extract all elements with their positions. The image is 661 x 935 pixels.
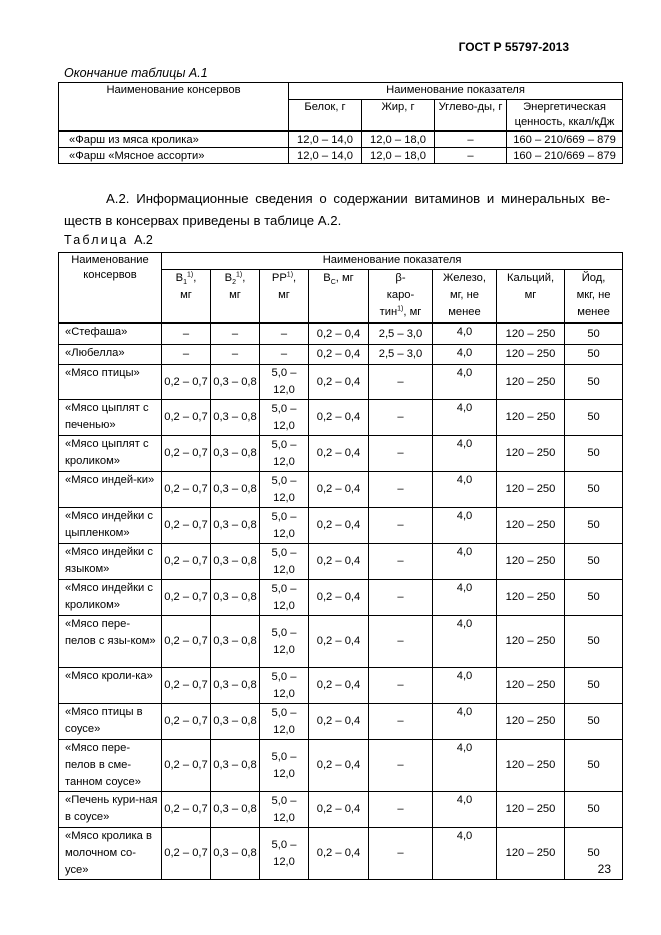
cell-beta-carotene: – bbox=[369, 436, 433, 472]
cell-pp: 5,0 – 12,0 bbox=[260, 740, 309, 792]
cell-beta-carotene: – bbox=[369, 668, 433, 704]
cell-b1: 0,2 – 0,7 bbox=[162, 365, 211, 400]
cell-b2: 0,3 – 0,8 bbox=[211, 436, 260, 472]
cell-protein: 12,0 – 14,0 bbox=[289, 148, 362, 164]
cell-pp: 5,0 – 12,0 bbox=[260, 828, 309, 880]
row-name: «Мясо пере-пелов с язы-ком» bbox=[59, 616, 162, 668]
cell-bc: 0,2 – 0,4 bbox=[309, 740, 369, 792]
cell-calcium: 120 – 250 bbox=[497, 365, 565, 400]
table-row bbox=[59, 792, 623, 828]
table2-col-b1: $В_1^{1)}$, мг bbox=[162, 270, 211, 324]
cell-b2: 0,3 – 0,8 bbox=[211, 508, 260, 544]
row-name: «Мясо птицы» bbox=[59, 365, 162, 400]
table-row bbox=[59, 668, 623, 704]
cell-b1: 0,2 – 0,7 bbox=[162, 544, 211, 580]
cell-calcium: 120 – 250 bbox=[497, 668, 565, 704]
table2-col-pp: РР$^{1)}$, мг bbox=[260, 270, 309, 324]
cell-bc: 0,2 – 0,4 bbox=[309, 616, 369, 668]
table-row bbox=[59, 828, 623, 880]
table-row bbox=[59, 148, 623, 164]
row-name: «Мясо индей-ки» bbox=[59, 472, 162, 508]
table2-col-iron: Железо, мг, не менее bbox=[433, 270, 497, 324]
row-name: «Фарш «Мясное ассорти» bbox=[59, 148, 289, 164]
cell-pp: 5,0 – 12,0 bbox=[260, 704, 309, 740]
row-name: «Любелла» bbox=[59, 345, 162, 365]
cell-b1: 0,2 – 0,7 bbox=[162, 508, 211, 544]
row-name: «Мясо кроли-ка» bbox=[59, 668, 162, 704]
cell-iodine: 50 bbox=[565, 436, 623, 472]
cell-b2: 0,3 – 0,8 bbox=[211, 400, 260, 436]
info-paragraph bbox=[64, 188, 610, 232]
table2-col-calcium: Кальций, мг bbox=[497, 270, 565, 324]
table-row bbox=[59, 400, 623, 436]
table-row bbox=[59, 580, 623, 616]
table-row bbox=[59, 323, 623, 345]
cell-pp: 5,0 – 12,0 bbox=[260, 580, 309, 616]
cell-calcium: 120 – 250 bbox=[497, 544, 565, 580]
cell-iron: 4,0 bbox=[433, 544, 497, 580]
cell-b1: – bbox=[162, 345, 211, 365]
cell-bc: 0,2 – 0,4 bbox=[309, 544, 369, 580]
table2-caption-word: Таблица bbox=[64, 233, 129, 247]
cell-energy: 160 – 210/669 – 879 bbox=[507, 148, 623, 164]
cell-calcium: 120 – 250 bbox=[497, 345, 565, 365]
cell-bc: 0,2 – 0,4 bbox=[309, 668, 369, 704]
cell-b2: 0,3 – 0,8 bbox=[211, 740, 260, 792]
cell-carbs: – bbox=[435, 131, 507, 148]
row-name: «Фарш из мяса кролика» bbox=[59, 131, 289, 148]
cell-iron: 4,0 bbox=[433, 704, 497, 740]
cell-beta-carotene: – bbox=[369, 740, 433, 792]
cell-beta-carotene: 2,5 – 3,0 bbox=[369, 345, 433, 365]
table1-col-group: Наименование показателя bbox=[289, 83, 623, 100]
cell-iron: 4,0 bbox=[433, 580, 497, 616]
page-number: 23 bbox=[597, 862, 611, 876]
cell-iron: 4,0 bbox=[433, 365, 497, 400]
cell-calcium: 120 – 250 bbox=[497, 616, 565, 668]
cell-b1: 0,2 – 0,7 bbox=[162, 792, 211, 828]
table2-body bbox=[59, 323, 623, 880]
row-name: «Мясо птицы в соусе» bbox=[59, 704, 162, 740]
table-row bbox=[59, 616, 623, 668]
cell-b2: 0,3 – 0,8 bbox=[211, 544, 260, 580]
cell-beta-carotene: – bbox=[369, 828, 433, 880]
cell-b1: 0,2 – 0,7 bbox=[162, 580, 211, 616]
table2-col-name: Наименование консервов bbox=[59, 253, 162, 324]
cell-beta-carotene: – bbox=[369, 365, 433, 400]
cell-bc: 0,2 – 0,4 bbox=[309, 472, 369, 508]
cell-iodine: 50 bbox=[565, 616, 623, 668]
table2-caption-number: А.2 bbox=[134, 233, 153, 247]
table-row bbox=[59, 544, 623, 580]
paragraph-line-1: А.2. Информационные сведения о содержании витаминов и минеральных ве- bbox=[106, 191, 610, 206]
row-name: «Печень кури-ная в соусе» bbox=[59, 792, 162, 828]
cell-iron: 4,0 bbox=[433, 668, 497, 704]
cell-pp: – bbox=[260, 323, 309, 345]
cell-b2: – bbox=[211, 323, 260, 345]
table-a1-end bbox=[58, 82, 623, 164]
cell-iodine: 50 bbox=[565, 740, 623, 792]
cell-iron: 4,0 bbox=[433, 400, 497, 436]
table2-caption bbox=[64, 233, 153, 247]
row-name: «Мясо цыплят с кроликом» bbox=[59, 436, 162, 472]
cell-iron: 4,0 bbox=[433, 345, 497, 365]
cell-calcium: 120 – 250 bbox=[497, 436, 565, 472]
cell-iron: 4,0 bbox=[433, 828, 497, 880]
table-row bbox=[59, 704, 623, 740]
cell-iron: 4,0 bbox=[433, 616, 497, 668]
table1-col-energy: Энергетическая ценность, ккал/кДж bbox=[507, 100, 623, 132]
table1-col-carbs: Углево-ды, г bbox=[435, 100, 507, 132]
cell-iron: 4,0 bbox=[433, 472, 497, 508]
table-row bbox=[59, 740, 623, 792]
cell-pp: 5,0 – 12,0 bbox=[260, 668, 309, 704]
cell-bc: 0,2 – 0,4 bbox=[309, 365, 369, 400]
cell-b2: 0,3 – 0,8 bbox=[211, 472, 260, 508]
cell-beta-carotene: 2,5 – 3,0 bbox=[369, 323, 433, 345]
cell-calcium: 120 – 250 bbox=[497, 508, 565, 544]
cell-iron: 4,0 bbox=[433, 508, 497, 544]
cell-beta-carotene: – bbox=[369, 508, 433, 544]
cell-pp: 5,0 – 12,0 bbox=[260, 436, 309, 472]
table2-col-beta-carotene: β- каро- тин$^{1)}$, мг bbox=[369, 270, 433, 324]
cell-b1: 0,2 – 0,7 bbox=[162, 400, 211, 436]
cell-iodine: 50 bbox=[565, 472, 623, 508]
cell-calcium: 120 – 250 bbox=[497, 472, 565, 508]
cell-calcium: 120 – 250 bbox=[497, 323, 565, 345]
cell-bc: 0,2 – 0,4 bbox=[309, 828, 369, 880]
cell-iodine: 50 bbox=[565, 544, 623, 580]
cell-pp: 5,0 – 12,0 bbox=[260, 792, 309, 828]
cell-beta-carotene: – bbox=[369, 472, 433, 508]
cell-b2: 0,3 – 0,8 bbox=[211, 668, 260, 704]
cell-b1: 0,2 – 0,7 bbox=[162, 704, 211, 740]
cell-beta-carotene: – bbox=[369, 400, 433, 436]
table2-col-bc: $В_С$, мг bbox=[309, 270, 369, 324]
cell-iron: 4,0 bbox=[433, 792, 497, 828]
cell-bc: 0,2 – 0,4 bbox=[309, 323, 369, 345]
cell-iodine: 50 bbox=[565, 400, 623, 436]
cell-b2: – bbox=[211, 345, 260, 365]
row-name: «Стефаша» bbox=[59, 323, 162, 345]
cell-pp: 5,0 – 12,0 bbox=[260, 365, 309, 400]
row-name: «Мясо пере-пелов в сме-танном соусе» bbox=[59, 740, 162, 792]
cell-b1: – bbox=[162, 323, 211, 345]
cell-b1: 0,2 – 0,7 bbox=[162, 828, 211, 880]
row-name: «Мясо индейки с языком» bbox=[59, 544, 162, 580]
cell-bc: 0,2 – 0,4 bbox=[309, 436, 369, 472]
table1-caption: Окончание таблицы А.1 bbox=[64, 66, 208, 80]
cell-iodine: 50 bbox=[565, 792, 623, 828]
cell-beta-carotene: – bbox=[369, 580, 433, 616]
cell-b1: 0,2 – 0,7 bbox=[162, 436, 211, 472]
cell-energy: 160 – 210/669 – 879 bbox=[507, 131, 623, 148]
cell-iodine: 50 bbox=[565, 828, 623, 880]
cell-calcium: 120 – 250 bbox=[497, 740, 565, 792]
paragraph-line-2: ществ в консервах приведены в таблице А.2. bbox=[64, 213, 342, 228]
cell-iodine: 50 bbox=[565, 508, 623, 544]
cell-b2: 0,3 – 0,8 bbox=[211, 792, 260, 828]
cell-calcium: 120 – 250 bbox=[497, 792, 565, 828]
document-code: ГОСТ Р 55797-2013 bbox=[458, 40, 569, 54]
cell-bc: 0,2 – 0,4 bbox=[309, 704, 369, 740]
cell-fat: 12,0 – 18,0 bbox=[362, 148, 435, 164]
cell-iodine: 50 bbox=[565, 365, 623, 400]
cell-protein: 12,0 – 14,0 bbox=[289, 131, 362, 148]
cell-bc: 0,2 – 0,4 bbox=[309, 400, 369, 436]
table1-col-name: Наименование консервов bbox=[59, 83, 289, 132]
cell-pp: – bbox=[260, 345, 309, 365]
table1-col-fat: Жир, г bbox=[362, 100, 435, 132]
cell-carbs: – bbox=[435, 148, 507, 164]
cell-pp: 5,0 – 12,0 bbox=[260, 400, 309, 436]
row-name: «Мясо цыплят с печенью» bbox=[59, 400, 162, 436]
cell-b2: 0,3 – 0,8 bbox=[211, 704, 260, 740]
cell-bc: 0,2 – 0,4 bbox=[309, 345, 369, 365]
cell-pp: 5,0 – 12,0 bbox=[260, 544, 309, 580]
table-row bbox=[59, 508, 623, 544]
cell-b2: 0,3 – 0,8 bbox=[211, 616, 260, 668]
cell-b2: 0,3 – 0,8 bbox=[211, 828, 260, 880]
cell-iron: 4,0 bbox=[433, 740, 497, 792]
cell-iodine: 50 bbox=[565, 345, 623, 365]
table-row bbox=[59, 436, 623, 472]
cell-calcium: 120 – 250 bbox=[497, 828, 565, 880]
cell-fat: 12,0 – 18,0 bbox=[362, 131, 435, 148]
cell-calcium: 120 – 250 bbox=[497, 580, 565, 616]
cell-bc: 0,2 – 0,4 bbox=[309, 792, 369, 828]
cell-bc: 0,2 – 0,4 bbox=[309, 580, 369, 616]
table-row bbox=[59, 472, 623, 508]
cell-beta-carotene: – bbox=[369, 792, 433, 828]
cell-iodine: 50 bbox=[565, 580, 623, 616]
table2-col-b2: $В_2^{1)}$, мг bbox=[211, 270, 260, 324]
table2-col-group: Наименование показателя bbox=[162, 253, 623, 270]
row-name: «Мясо индейки с кроликом» bbox=[59, 580, 162, 616]
cell-beta-carotene: – bbox=[369, 544, 433, 580]
table-row bbox=[59, 345, 623, 365]
cell-b1: 0,2 – 0,7 bbox=[162, 472, 211, 508]
cell-iron: 4,0 bbox=[433, 323, 497, 345]
table-a2 bbox=[58, 252, 623, 880]
cell-iodine: 50 bbox=[565, 704, 623, 740]
cell-b1: 0,2 – 0,7 bbox=[162, 616, 211, 668]
cell-beta-carotene: – bbox=[369, 704, 433, 740]
cell-pp: 5,0 – 12,0 bbox=[260, 616, 309, 668]
cell-b1: 0,2 – 0,7 bbox=[162, 668, 211, 704]
row-name: «Мясо индейки с цыпленком» bbox=[59, 508, 162, 544]
cell-beta-carotene: – bbox=[369, 616, 433, 668]
cell-bc: 0,2 – 0,4 bbox=[309, 508, 369, 544]
cell-iron: 4,0 bbox=[433, 436, 497, 472]
table-row bbox=[59, 365, 623, 400]
cell-iodine: 50 bbox=[565, 323, 623, 345]
table1-col-protein: Белок, г bbox=[289, 100, 362, 132]
cell-pp: 5,0 – 12,0 bbox=[260, 472, 309, 508]
cell-b2: 0,3 – 0,8 bbox=[211, 580, 260, 616]
cell-calcium: 120 – 250 bbox=[497, 704, 565, 740]
cell-pp: 5,0 – 12,0 bbox=[260, 508, 309, 544]
cell-iodine: 50 bbox=[565, 668, 623, 704]
cell-b2: 0,3 – 0,8 bbox=[211, 365, 260, 400]
cell-b1: 0,2 – 0,7 bbox=[162, 740, 211, 792]
cell-calcium: 120 – 250 bbox=[497, 400, 565, 436]
table-row bbox=[59, 131, 623, 148]
row-name: «Мясо кролика в молочном со-усе» bbox=[59, 828, 162, 880]
table2-col-iodine: Йод, мкг, не менее bbox=[565, 270, 623, 324]
